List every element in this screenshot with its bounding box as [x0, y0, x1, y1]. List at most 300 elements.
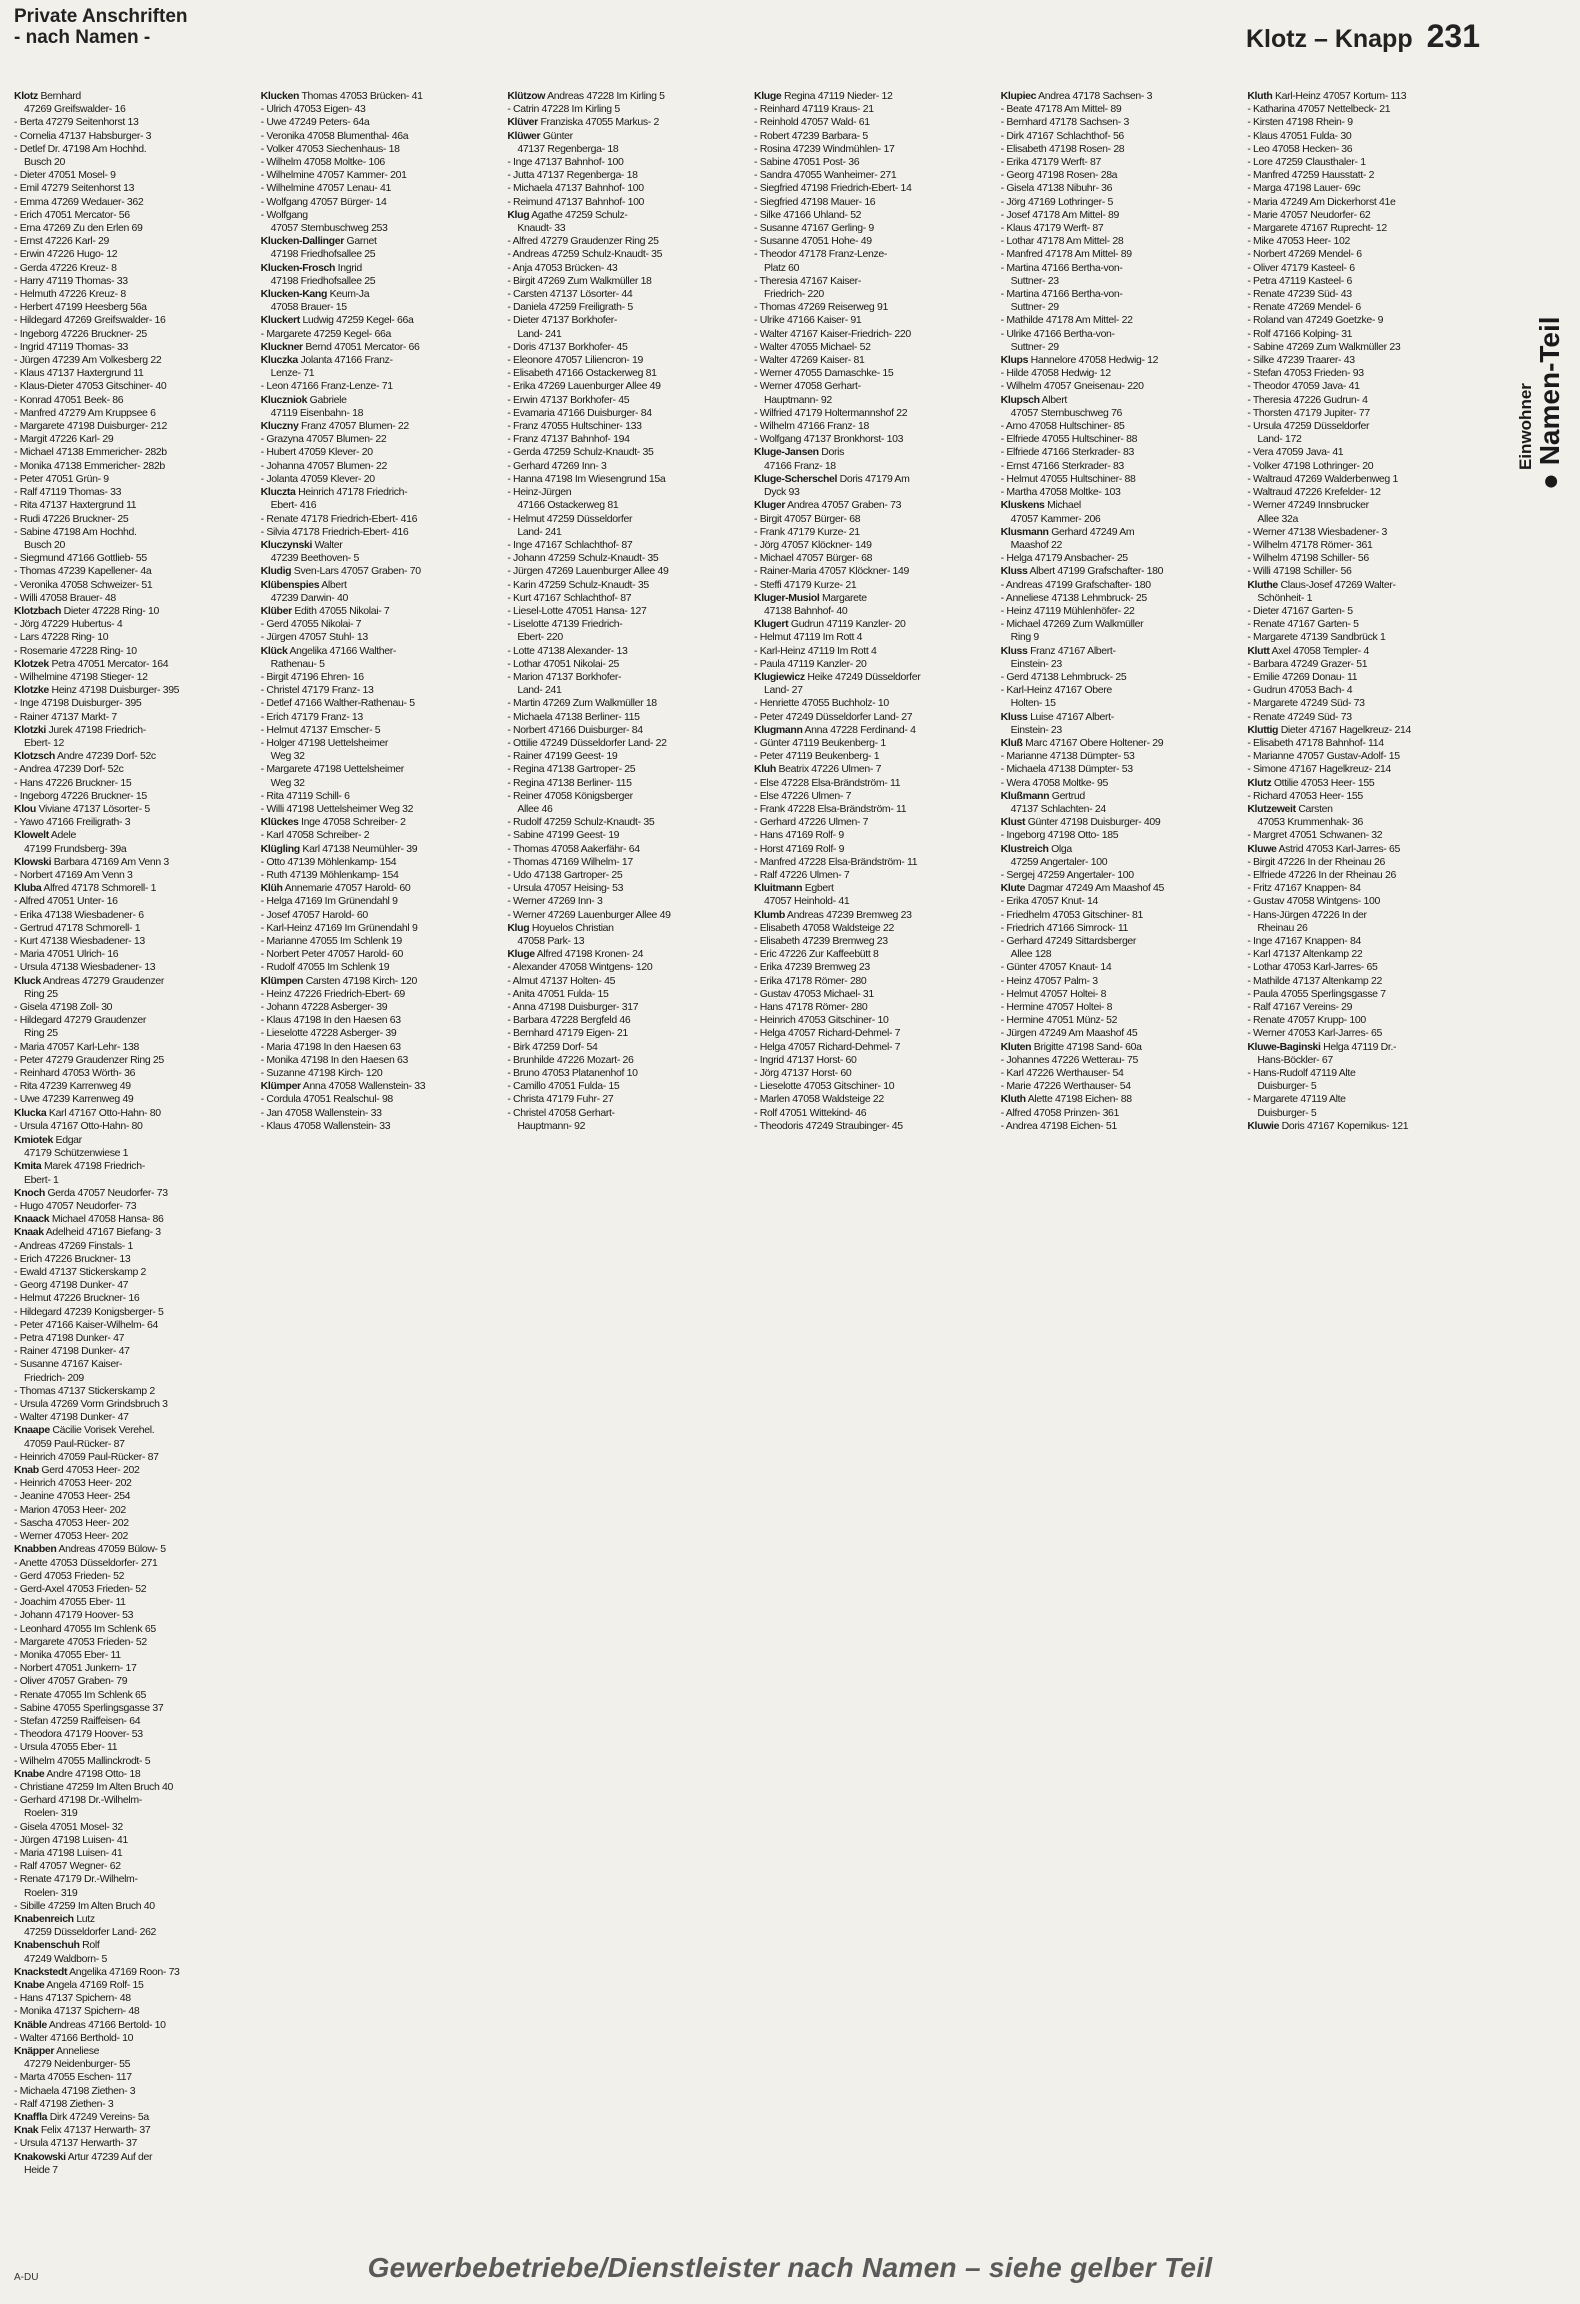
directory-entry: Ring 25 — [24, 987, 58, 1000]
directory-entry-head: Klug Hoyuelos Christian — [507, 921, 614, 934]
directory-entry: - Erwin 47137 Borkhofer- 45 — [507, 393, 630, 406]
directory-entry: - Gertrud 47178 Schmorell- 1 — [14, 921, 141, 934]
directory-entry: - Detlef 47166 Walther-Rathenau- 5 — [260, 697, 415, 710]
directory-entry: - Ursula 47138 Wiesbadener- 13 — [14, 961, 156, 974]
directory-entry: - Erika 47138 Wiesbadener- 6 — [14, 908, 144, 921]
directory-entry-head: Klotzek Petra 47051 Mercator- 164 — [14, 657, 169, 670]
directory-entry: - Thomas 47137 Stickerskamp 2 — [14, 1384, 155, 1397]
directory-entry-head: Klusmann Gerhard 47249 Am — [1000, 525, 1135, 538]
directory-entry: 47198 Friedhofsallee 25 — [270, 274, 376, 287]
directory-entry-head: Kluczka Jolanta 47166 Franz- — [260, 354, 393, 367]
directory-entry: 47249 Waldborn- 5 — [24, 1952, 107, 1965]
directory-entry-head: Knakowski Artur 47239 Auf der — [14, 2150, 153, 2163]
directory-entry: - Heinz 47226 Friedrich-Ebert- 69 — [260, 987, 405, 1000]
directory-entry: - Gerhard 47198 Dr.-Wilhelm- — [14, 1794, 142, 1807]
directory-entry-head: Kluitmann Egbert — [754, 882, 834, 895]
directory-entry: - Oliver 47179 Kasteel- 6 — [1247, 261, 1355, 274]
directory-entry: - Arno 47058 Hultschiner- 85 — [1000, 420, 1125, 433]
directory-entry: - Norbert 47269 Mendel- 6 — [1247, 248, 1362, 261]
directory-entry: 47058 Park- 13 — [517, 935, 585, 947]
bullet-dot-icon: ● — [1534, 465, 1565, 490]
directory-entry: - Monika 47137 Spichern- 48 — [14, 2005, 140, 2018]
directory-entry: Weg 32 — [270, 776, 305, 789]
directory-entry: - Jörg 47137 Horst- 60 — [754, 1067, 852, 1080]
directory-entry: Hans-Böckler- 67 — [1257, 1053, 1333, 1066]
directory-entry: Allee 46 — [517, 802, 553, 815]
directory-entry-head: Knäpper Anneliese — [14, 2045, 100, 2058]
directory-entry: - Mathilde 47178 Am Mittel- 22 — [1000, 314, 1133, 327]
directory-entry: - Rita 47119 Schill- 6 — [260, 789, 350, 802]
directory-entry: - Barbara 47228 Bergfeld 46 — [507, 1014, 631, 1027]
directory-entry-head: Klugert Gudrun 47119 Kanzler- 20 — [754, 618, 906, 631]
directory-entry: - Theodoris 47249 Straubinger- 45 — [754, 1119, 903, 1132]
directory-entry: - Christel 47179 Franz- 13 — [260, 684, 374, 697]
directory-entry: - Wilhelm 47178 Römer- 361 — [1247, 538, 1373, 551]
directory-entry-head: Klustreich Olga — [1000, 842, 1072, 855]
directory-entry-head: Klübenspies Albert — [260, 578, 347, 591]
directory-entry: - Renate 47167 Garten- 5 — [1247, 618, 1359, 631]
directory-entry: - Susanne 47167 Kaiser- — [14, 1358, 123, 1371]
directory-entry: - Alfred 47279 Graudenzer Ring 25 — [507, 235, 659, 248]
directory-entry: - Andrea 47198 Eichen- 51 — [1000, 1119, 1117, 1132]
directory-entry: - Robert 47239 Barbara- 5 — [754, 129, 868, 142]
directory-entry-head: Klutt Axel 47058 Templer- 4 — [1247, 644, 1370, 657]
directory-entry: - Peter 47249 Düsseldorfer Land- 27 — [754, 710, 913, 723]
directory-entry: - Kurt 47138 Wiesbadener- 13 — [14, 935, 145, 947]
directory-entry: - Michael 47057 Bürger- 68 — [754, 552, 873, 565]
directory-entry: - Petra 47119 Kasteel- 6 — [1247, 274, 1352, 287]
directory-entry: 47119 Eisenbahn- 18 — [270, 406, 364, 419]
directory-entry: - Waltraud 47226 Krefelder- 12 — [1247, 486, 1381, 499]
directory-entry: - Günter 47057 Knaut- 14 — [1000, 961, 1112, 974]
page-header-left — [14, 6, 188, 48]
directory-entry: - Jolanta 47059 Klever- 20 — [260, 472, 375, 485]
directory-entry: - Daniela 47259 Freiligrath- 5 — [507, 301, 633, 314]
directory-entry: - Manfred 47178 Am Mittel- 89 — [1000, 248, 1132, 261]
directory-entry: - Konrad 47051 Beek- 86 — [14, 393, 124, 406]
directory-entry-head: Kluge Alfred 47198 Kronen- 24 — [507, 948, 644, 961]
directory-entry: - Kurt 47167 Schlachthof- 87 — [507, 591, 632, 604]
directory-entry: - Peter 47166 Kaiser-Wilhelm- 64 — [14, 1318, 159, 1331]
directory-entry: Maashof 22 — [1010, 538, 1063, 551]
directory-entry: - Renate 47178 Friedrich-Ebert- 416 — [260, 512, 418, 525]
directory-entry: - Suzanne 47198 Kirch- 120 — [260, 1067, 383, 1080]
directory-entry: - Camillo 47051 Fulda- 15 — [507, 1080, 620, 1093]
directory-entry: - Regina 47138 Gartroper- 25 — [507, 763, 636, 776]
directory-entry-head: Kluwe Astrid 47053 Karl-Jarres- 65 — [1247, 842, 1400, 855]
directory-entry: Ring 25 — [24, 1027, 58, 1040]
directory-entry: - Margarete 47249 Süd- 73 — [1247, 697, 1365, 710]
directory-entry: - Hilde 47058 Hedwig- 12 — [1000, 367, 1111, 380]
directory-entry: - Elfriede 47055 Hultschiner- 88 — [1000, 433, 1138, 446]
directory-entry-head: Klug Agathe 47259 Schulz- — [507, 208, 628, 221]
directory-entry: - Lothar 47053 Karl-Jarres- 65 — [1247, 961, 1378, 974]
directory-entry: - Michaela 47138 Berliner- 115 — [507, 710, 640, 723]
directory-entry-head: Kluwe-Baginski Helga 47119 Dr.- — [1247, 1040, 1397, 1053]
directory-entry: - Erika 47179 Werft- 87 — [1000, 156, 1101, 169]
directory-entry: - Renate 47239 Süd- 43 — [1247, 288, 1352, 301]
directory-entry: - Emil 47279 Seitenhorst 13 — [14, 182, 135, 195]
directory-entry: - Johann 47179 Hoover- 53 — [14, 1609, 134, 1622]
directory-entry: Land- 172 — [1257, 433, 1302, 446]
directory-entry: - Thorsten 47179 Jupiter- 77 — [1247, 406, 1370, 419]
directory-entry: - Klaus-Dieter 47053 Gitschiner- 40 — [14, 380, 167, 393]
directory-entry: - Leon 47166 Franz-Lenze- 71 — [260, 380, 393, 393]
directory-entry-head: Klowelt Adele — [14, 829, 76, 842]
directory-entry: - Gisela 47051 Mosel- 32 — [14, 1820, 123, 1833]
directory-entry: Land- 241 — [517, 327, 562, 340]
directory-entry: - Eleonore 47057 Liliencron- 19 — [507, 354, 643, 367]
directory-entry: - Dieter 47137 Borkhofer- — [507, 314, 618, 327]
directory-entry: - Rita 47137 Haxtergrund 11 — [14, 499, 137, 512]
directory-entry-head: Kluwie Doris 47167 Kopernikus- 121 — [1247, 1119, 1409, 1132]
directory-entry: - Helga 47169 Im Grünendahl 9 — [260, 895, 398, 908]
directory-entry: - Sandra 47055 Wanheimer- 271 — [754, 169, 897, 182]
directory-entry: - Heinz-Jürgen — [507, 486, 572, 499]
directory-entry: - Bruno 47053 Platanenhof 10 — [507, 1067, 638, 1080]
directory-entry: - Maria 47249 Am Dickerhorst 41e — [1247, 195, 1396, 208]
directory-entry: - Werner 47053 Heer- 202 — [14, 1530, 128, 1543]
directory-entry-head: Kluczniok Gabriele — [260, 393, 347, 406]
directory-entry-head: Klüber Edith 47055 Nikolai- 7 — [260, 604, 390, 617]
directory-entry-head: Knabben Andreas 47059 Bülow- 5 — [14, 1543, 166, 1556]
directory-entry: - Christa 47179 Fuhr- 27 — [507, 1093, 614, 1106]
directory-entry: - Walter 47198 Dunker- 47 — [14, 1411, 129, 1424]
directory-entry: - Grazyna 47057 Blumen- 22 — [260, 433, 387, 446]
directory-entry-head: Klugmann Anna 47228 Ferdinand- 4 — [754, 723, 916, 736]
directory-entry: - Inge 47137 Bahnhof- 100 — [507, 156, 624, 169]
directory-entry: - Sabine 47198 Am Hochhd. — [14, 525, 137, 538]
directory-entry — [1001, 1133, 1238, 1134]
directory-entry-head: Klotzbach Dieter 47228 Ring- 10 — [14, 604, 159, 617]
directory-entry: - Hildegard 47239 Konigsberger- 5 — [14, 1305, 164, 1318]
directory-entry: - Paula 47119 Kanzler- 20 — [754, 657, 867, 670]
directory-entry: - Josef 47057 Harold- 60 — [260, 908, 368, 921]
directory-entry-head: Kmiotek Edgar — [14, 1134, 82, 1146]
directory-entry: - Fritz 47167 Knappen- 84 — [1247, 882, 1361, 895]
directory-entry: - Dieter 47167 Garten- 5 — [1247, 604, 1353, 617]
directory-entry: - Sabine 47055 Sperlingsgasse 37 — [14, 1701, 164, 1714]
directory-entry: - Lars 47228 Ring- 10 — [14, 631, 109, 644]
directory-entry: Einstein- 23 — [1010, 723, 1062, 736]
directory-entry: - Jürgen 47269 Lauenburger Allee 49 — [507, 565, 669, 578]
page-number: 231 — [1426, 18, 1480, 54]
directory-entry: - Regina 47138 Berliner- 115 — [507, 776, 632, 789]
directory-entry: - Gerhard 47269 Inn- 3 — [507, 459, 607, 472]
directory-entry: - Werner 47249 Innsbrucker — [1247, 499, 1369, 512]
directory-entry: - Marianne 47055 Im Schlenk 19 — [260, 935, 402, 947]
directory-entry: - Ingrid 47119 Thomas- 33 — [14, 340, 129, 353]
directory-entry: - Gerhard 47249 Sittardsberger — [1000, 935, 1137, 947]
directory-entry: - Detlef Dr. 47198 Am Hochhd. — [14, 142, 147, 155]
directory-entry-head: Klucken-Frosch Ingrid — [260, 261, 362, 274]
directory-entry-head: Knaack Michael 47058 Hansa- 86 — [14, 1213, 164, 1226]
directory-entry: - Helga 47057 Richard-Dehmel- 7 — [754, 1027, 901, 1040]
directory-entry: - Elisabeth 47166 Ostackerweg 81 — [507, 367, 657, 380]
directory-entry: - Ursula 47137 Herwarth- 37 — [14, 2137, 138, 2150]
directory-entry: - Evamaria 47166 Duisburger- 84 — [507, 406, 652, 419]
directory-entry: Land- 241 — [517, 684, 562, 697]
directory-entry: - Willi 47198 Uettelsheimer Weg 32 — [260, 802, 414, 815]
directory-entry: Rathenau- 5 — [270, 657, 325, 670]
directory-entry: - Reinhold 47057 Wald- 61 — [754, 116, 870, 129]
directory-entry: - Simone 47167 Hagelkreuz- 214 — [1247, 763, 1391, 776]
directory-entry: - Ingeborg 47198 Otto- 185 — [1000, 829, 1119, 842]
directory-entry: - Erika 47178 Römer- 280 — [754, 974, 867, 987]
directory-entry: - Renate 47269 Mendel- 6 — [1247, 301, 1361, 314]
directory-entry: - Birgit 47057 Bürger- 68 — [754, 512, 861, 525]
directory-entry: - Karl 47058 Schreiber- 2 — [260, 829, 370, 842]
directory-entry: - Johann 47259 Schulz-Knaudt- 35 — [507, 552, 659, 565]
directory-entry: - Rainer 47198 Dunker- 47 — [14, 1345, 130, 1358]
directory-entry: - Gustav 47053 Michael- 31 — [754, 987, 874, 1000]
directory-entry: - Stefan 47259 Raiffeisen- 64 — [14, 1714, 141, 1727]
directory-entry-head: Knabenschuh Rolf — [14, 1939, 100, 1952]
directory-entry-head: Knabe Angela 47169 Rolf- 15 — [14, 1979, 144, 1991]
directory-entry: - Martina 47166 Bertha-von- — [1000, 261, 1123, 274]
directory-entry: - Hans 47178 Römer- 280 — [754, 1001, 868, 1014]
directory-entry: - Josef 47178 Am Mittel- 89 — [1000, 208, 1120, 221]
directory-entry: - Werner 47055 Damaschke- 15 — [754, 367, 894, 380]
directory-entry: 47269 Greifswalder- 16 — [24, 103, 126, 116]
directory-entry: 47137 Schlachten- 24 — [1010, 802, 1106, 815]
directory-entry: - Wera 47058 Moltke- 95 — [1000, 776, 1108, 789]
directory-entry: - Marie 47226 Werthauser- 54 — [1000, 1080, 1131, 1093]
directory-column — [754, 90, 991, 1134]
directory-entry: - Roland van 47249 Goetzke- 9 — [1247, 314, 1384, 327]
directory-entry: - Gerda 47259 Schulz-Knaudt- 35 — [507, 446, 654, 459]
directory-entry: - Hermine 47051 Münz- 52 — [1000, 1014, 1118, 1027]
directory-entry: - Helmut 47259 Düsseldorfer — [507, 512, 633, 525]
directory-entry: - Theodor 47059 Java- 41 — [1247, 380, 1360, 393]
directory-entry: - Georg 47198 Rosen- 28a — [1000, 169, 1118, 182]
directory-entry: - Margarete 47119 Alte — [1247, 1093, 1346, 1106]
directory-entry: 47137 Regenberga- 18 — [517, 142, 619, 155]
directory-entry — [14, 2177, 251, 2178]
directory-entry: - Birgit 47226 In der Rheinau 26 — [1247, 855, 1385, 868]
directory-entry: - Silvia 47178 Friedrich-Ebert- 416 — [260, 525, 409, 538]
directory-entry-head: Klou Viviane 47137 Lösorter- 5 — [14, 802, 150, 815]
directory-entry: - Jörg 47057 Klöckner- 149 — [754, 538, 872, 551]
directory-entry: - Jan 47058 Wallenstein- 33 — [260, 1106, 382, 1119]
directory-entry: - Karin 47259 Schulz-Knaudt- 35 — [507, 578, 649, 591]
directory-entry: Heide 7 — [24, 2163, 58, 2176]
directory-entry: - Hubert 47059 Klever- 20 — [260, 446, 373, 459]
directory-entry: - Sascha 47053 Heer- 202 — [14, 1516, 129, 1529]
directory-entry: Ebert- 1 — [24, 1173, 59, 1186]
directory-entry: - Andrea 47239 Dorf- 52c — [14, 763, 124, 776]
directory-entry: - Gerda 47226 Kreuz- 8 — [14, 261, 117, 274]
directory-entry-head: Kmita Marek 47198 Friedrich- — [14, 1160, 145, 1173]
directory-entry: - Helga 47057 Richard-Dehmel- 7 — [754, 1040, 901, 1053]
directory-entry: - Hanna 47198 Im Wiesengrund 15a — [507, 472, 666, 485]
directory-entry: - Sergej 47259 Angertaler- 100 — [1000, 868, 1134, 881]
directory-entry: Hauptmann- 92 — [517, 1119, 586, 1132]
header-section-line2: - nach Namen - — [14, 27, 151, 48]
directory-entry: - Marie 47057 Neudorfer- 62 — [1247, 208, 1371, 221]
directory-entry: - Katharina 47057 Nettelbeck- 21 — [1247, 103, 1391, 116]
directory-entry-head: Klümpen Carsten 47198 Kirch- 120 — [260, 974, 417, 987]
directory-entry: Friedrich- 220 — [764, 288, 824, 301]
directory-entry-head: Klucken Thomas 47053 Brücken- 41 — [260, 90, 423, 102]
directory-entry-head: Klück Angelika 47166 Walther- — [260, 644, 397, 657]
directory-entry: - Mathilde 47137 Altenkamp 22 — [1247, 974, 1382, 987]
directory-entry: - Ulrike 47166 Kaiser- 91 — [754, 314, 862, 327]
directory-entry: - Maria 47198 In den Haesen 63 — [260, 1040, 401, 1053]
directory-entry: Ebert- 12 — [24, 736, 65, 749]
directory-entry: Suttner- 29 — [1010, 301, 1059, 314]
directory-entry: - Anita 47051 Fulda- 15 — [507, 987, 609, 1000]
directory-entry: - Norbert 47169 Am Venn 3 — [14, 868, 133, 881]
directory-entry-head: Klupiec Andrea 47178 Sachsen- 3 — [1000, 90, 1153, 102]
directory-entry: - Frank 47228 Elsa-Brändström- 11 — [754, 802, 907, 815]
directory-entry: - Rosemarie 47228 Ring- 10 — [14, 644, 137, 657]
directory-entry: - Berta 47279 Seitenhorst 13 — [14, 116, 139, 129]
directory-entry-head: Klucken-Kang Keum-Ja — [260, 288, 370, 301]
directory-entry: - Petra 47198 Dunker- 47 — [14, 1332, 125, 1345]
directory-entry-head: Klückes Inge 47058 Schreiber- 2 — [260, 816, 406, 829]
directory-entry: - Lieselotte 47228 Asberger- 39 — [260, 1027, 397, 1040]
directory-entry-head: Knaak Adelheid 47167 Biefang- 3 — [14, 1226, 161, 1239]
directory-entry: - Manfred 47279 Am Kruppsee 6 — [14, 406, 156, 419]
directory-entry: - Rainer 47137 Markt- 7 — [14, 710, 117, 723]
directory-entry: - Hans-Rudolf 47119 Alte — [1247, 1067, 1356, 1080]
directory-entry: - Doris 47137 Borkhofer- 45 — [507, 340, 628, 353]
directory-entry: 47059 Paul-Rücker- 87 — [24, 1437, 125, 1450]
directory-entry: - Emma 47269 Wedauer- 362 — [14, 195, 144, 208]
directory-entry: - Erich 47179 Franz- 13 — [260, 710, 363, 723]
directory-entry: - Holger 47198 Uettelsheimer — [260, 736, 389, 749]
directory-entry: Land- 241 — [517, 525, 562, 538]
directory-entry: - Elisabeth 47198 Rosen- 28 — [1000, 142, 1125, 155]
directory-entry: - Marianne 47057 Gustav-Adolf- 15 — [1247, 750, 1400, 763]
directory-entry: - Michaela 47137 Bahnhof- 100 — [507, 182, 644, 195]
directory-entry — [1247, 1133, 1484, 1134]
directory-entry: - Gisela 47198 Zoll- 30 — [14, 1001, 113, 1014]
directory-entry: - Ralf 47198 Ziethen- 3 — [14, 2097, 114, 2110]
directory-entry: - Wilhelm 47055 Mallinckrodt- 5 — [14, 1754, 151, 1767]
directory-entry: - Theodora 47179 Hoover- 53 — [14, 1728, 143, 1741]
directory-entry: - Richard 47053 Heer- 155 — [1247, 789, 1363, 802]
directory-entry: - Martin 47269 Zum Walkmüller 18 — [507, 697, 657, 710]
directory-entry: 47053 Krummenhak- 36 — [1257, 816, 1363, 829]
directory-entry: - Lotte 47138 Alexander- 13 — [507, 644, 628, 657]
directory-entry: - Anneliese 47138 Lehmbruck- 25 — [1000, 591, 1147, 604]
directory-column — [14, 1134, 251, 2178]
directory-entry: - Ottilie 47249 Düsseldorfer Land- 22 — [507, 736, 667, 749]
directory-entry: Lenze- 71 — [270, 367, 315, 380]
directory-entry-head: Kluba Alfred 47178 Schmorell- 1 — [14, 882, 157, 895]
directory-entry: - Andreas 47269 Finstals- 1 — [14, 1239, 133, 1252]
directory-entry: - Elisabeth 47239 Bremweg 23 — [754, 935, 888, 947]
directory-entry: - Elisabeth 47058 Waldsteige 22 — [754, 921, 894, 934]
directory-entry: - Rudi 47226 Bruckner- 25 — [14, 512, 129, 525]
directory-entry: - Erich 47226 Bruckner- 13 — [14, 1252, 131, 1265]
directory-entry: - Catrin 47228 Im Kirling 5 — [507, 103, 620, 116]
directory-entry: - Theresia 47167 Kaiser- — [754, 274, 861, 287]
directory-entry-head: Klußmann Gertrud — [1000, 789, 1085, 802]
directory-entry: - Wolfgang 47057 Bürger- 14 — [260, 195, 387, 208]
section-side-tab — [1512, 260, 1565, 520]
directory-entry: 47057 Heinhold- 41 — [764, 895, 850, 908]
directory-entry: - Hildegard 47279 Graudenzer — [14, 1014, 147, 1027]
directory-entry: Land- 27 — [764, 684, 803, 697]
directory-entry: - Theodor 47178 Franz-Lenze- — [754, 248, 888, 261]
directory-entry-head: Klups Hannelore 47058 Hedwig- 12 — [1000, 354, 1159, 367]
directory-entry: - Maria 47057 Karl-Lehr- 138 — [14, 1040, 140, 1053]
directory-entry: - Frank 47179 Kurze- 21 — [754, 525, 860, 538]
directory-entry: - Leonhard 47055 Im Schlenk 65 — [14, 1622, 156, 1635]
directory-entry: - Beate 47178 Am Mittel- 89 — [1000, 103, 1122, 116]
directory-entry: - Elfriede 47166 Sterkrader- 83 — [1000, 446, 1134, 459]
side-tab-label-small: Einwohner — [1516, 383, 1535, 470]
directory-entry-head: Klützow Andreas 47228 Im Kirling 5 — [507, 90, 665, 102]
directory-entry: - Ingrid 47137 Horst- 60 — [754, 1053, 857, 1066]
directory-entry: - Helga 47179 Ansbacher- 25 — [1000, 552, 1128, 565]
directory-entry-head: Klüver Franziska 47055 Markus- 2 — [507, 116, 659, 129]
directory-entry-head: Kluczta Heinrich 47178 Friedrich- — [260, 486, 408, 499]
directory-entry: - Walter 47166 Berthold- 10 — [14, 2031, 134, 2044]
directory-entry: - Margit 47226 Karl- 29 — [14, 433, 114, 446]
directory-entry: - Margarete 47053 Frieden- 52 — [14, 1635, 147, 1648]
directory-entry-head: Klutzeweit Carsten — [1247, 802, 1333, 815]
directory-entry: - Hermine 47057 Holtei- 8 — [1000, 1001, 1113, 1014]
directory-entry: - Lothar 47051 Nikolai- 25 — [507, 657, 620, 670]
directory-entry: - Helmut 47055 Hultschiner- 88 — [1000, 472, 1136, 485]
directory-entry: - Inge 47167 Schlachthof- 87 — [507, 538, 633, 551]
directory-entry: - Reiner 47058 Königsberger — [507, 789, 633, 802]
directory-entry: - Leo 47058 Hecken- 36 — [1247, 142, 1353, 155]
directory-column — [507, 90, 744, 1134]
directory-entry: - Jürgen 47249 Am Maashof 45 — [1000, 1027, 1138, 1040]
directory-entry: - Anna 47198 Duisburger- 317 — [507, 1001, 639, 1014]
directory-entry-head: Kluthe Claus-Josef 47269 Walter- — [1247, 578, 1396, 591]
directory-entry: - Heinrich 47053 Heer- 202 — [14, 1477, 132, 1490]
directory-entry: - Ralf 47167 Vereins- 29 — [1247, 1001, 1353, 1014]
directory-entry-head: Kluczynski Walter — [260, 538, 343, 551]
directory-entry: Busch 20 — [24, 538, 65, 551]
directory-entry: Holten- 15 — [1010, 697, 1056, 710]
directory-entry: 47057 Kammer- 206 — [1010, 512, 1101, 525]
directory-entry-head: Kluß Marc 47167 Obere Holtener- 29 — [1000, 736, 1164, 749]
directory-entry: - Wilhelm 47166 Franz- 18 — [754, 420, 869, 433]
directory-entry: - Reinhard 47119 Kraus- 21 — [754, 103, 874, 116]
directory-entry: - Peter 47119 Beukenberg- 1 — [754, 750, 880, 763]
directory-entry: - Gerd 47138 Lehmbruck- 25 — [1000, 670, 1127, 683]
directory-entry: Roelen- 319 — [24, 1807, 78, 1820]
directory-entry: 47166 Ostackerweg 81 — [517, 499, 619, 512]
directory-entry: - Wilhelmine 47198 Stieger- 12 — [14, 670, 148, 683]
directory-entry-head: Knak Felix 47137 Herwarth- 37 — [14, 2124, 151, 2137]
directory-entry: - Marianne 47138 Dümpter- 53 — [1000, 750, 1135, 763]
directory-entry: - Wolfgang — [260, 208, 308, 221]
directory-entry: - Silke 47166 Uhland- 52 — [754, 208, 862, 221]
directory-entry: - Margarete 47167 Ruprecht- 12 — [1247, 222, 1387, 235]
directory-entry-head: Kluss Franz 47167 Albert- — [1000, 644, 1116, 657]
directory-entry: - Margarete 47139 Sandbrück 1 — [1247, 631, 1386, 644]
directory-entry: Platz 60 — [764, 261, 800, 274]
directory-entry: Duisburger- 5 — [1257, 1106, 1317, 1119]
directory-entry-head: Kluss Albert 47199 Grafschafter- 180 — [1000, 565, 1164, 578]
directory-entry: - Volker 47198 Lothringer- 20 — [1247, 459, 1374, 472]
directory-entry: - Erwin 47226 Hugo- 12 — [14, 248, 118, 261]
directory-entry: - Helmuth 47226 Kreuz- 8 — [14, 288, 126, 301]
directory-entry: - Ingeborg 47226 Bruckner- 25 — [14, 327, 147, 340]
directory-entry: - Gudrun 47053 Bach- 4 — [1247, 684, 1353, 697]
directory-entry: 47179 Schützenwiese 1 — [24, 1147, 129, 1160]
directory-entry: - Henriette 47055 Buchholz- 10 — [754, 697, 889, 710]
directory-entry: - Oliver 47057 Graben- 79 — [14, 1675, 128, 1688]
